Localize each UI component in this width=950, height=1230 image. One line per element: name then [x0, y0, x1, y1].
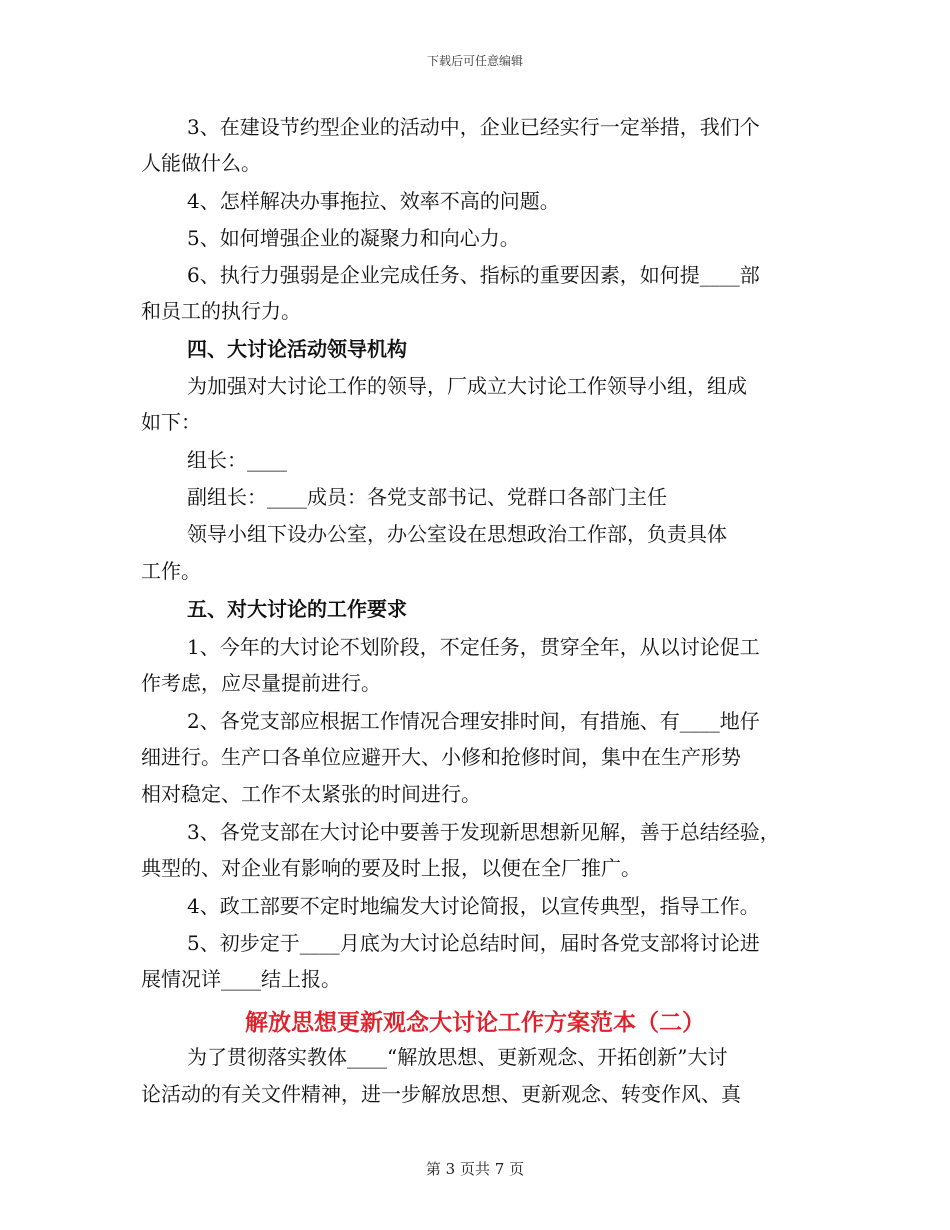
body-line: 组长：____ — [187, 448, 287, 472]
body-line: 为了贯彻落实教体____“解放思想、更新观念、开拓创新”大讨 — [187, 1045, 728, 1069]
body-line: 3、在建设节约型企业的活动中，企业已经实行一定举措，我们个 — [187, 115, 760, 139]
body-line: 2、各党支部应根据工作情况合理安排时间，有措施、有____地仔 — [187, 709, 760, 733]
body-line: 人能做什么。 — [141, 151, 261, 175]
body-line: 4、怎样解决办事拖拉、效率不高的问题。 — [187, 189, 560, 213]
body-line: 展情况详____结上报。 — [141, 967, 341, 991]
page-header: 下载后可任意编辑 — [426, 54, 523, 68]
body-line: 领导小组下设办公室，办公室设在思想政治工作部，负责具体 — [187, 522, 727, 546]
body-line: 典型的、对企业有影响的要及时上报，以便在全厂推广。 — [141, 856, 641, 880]
body-line: 为加强对大讨论工作的领导，厂成立大讨论工作领导小组，组成 — [187, 374, 747, 398]
body-line: 相对稳定、工作不太紧张的时间进行。 — [141, 782, 481, 806]
body-line: 5、如何增强企业的凝聚力和向心力。 — [187, 226, 520, 250]
section-heading: 五、对大讨论的工作要求 — [187, 597, 407, 621]
section-heading: 四、大讨论活动领导机构 — [187, 337, 407, 361]
body-line: 副组长：____成员：各党支部书记、党群口各部门主任 — [187, 485, 667, 509]
body-line: 5、初步定于____月底为大讨论总结时间，届时各党支部将讨论进 — [187, 931, 760, 955]
body-line: 论活动的有关文件精神，进一步解放思想、更新观念、转变作风、真 — [141, 1082, 741, 1106]
body-line: 作考虑，应尽量提前进行。 — [141, 671, 381, 695]
body-line: 和员工的执行力。 — [141, 299, 301, 323]
body-line: 4、政工部要不定时地编发大讨论简报，以宣传典型，指导工作。 — [187, 894, 760, 918]
body-line: 工作。 — [141, 559, 201, 583]
body-line: 6、执行力强弱是企业完成任务、指标的重要因素，如何提____部 — [187, 263, 760, 287]
body-line: 3、各党支部在大讨论中要善于发现新思想新见解，善于总结经验， — [187, 820, 780, 844]
body-line: 如下： — [141, 410, 201, 434]
body-line: 细进行。生产口各单位应避开大、小修和抢修时间，集中在生产形势 — [141, 745, 741, 769]
page-footer: 第 3 页共 7 页 — [425, 1160, 525, 1178]
body-line: 1、今年的大讨论不划阶段，不定任务，贯穿全年，从以讨论促工 — [187, 635, 760, 659]
document-title: 解放思想更新观念大讨论工作方案范本（二） — [245, 1009, 705, 1036]
